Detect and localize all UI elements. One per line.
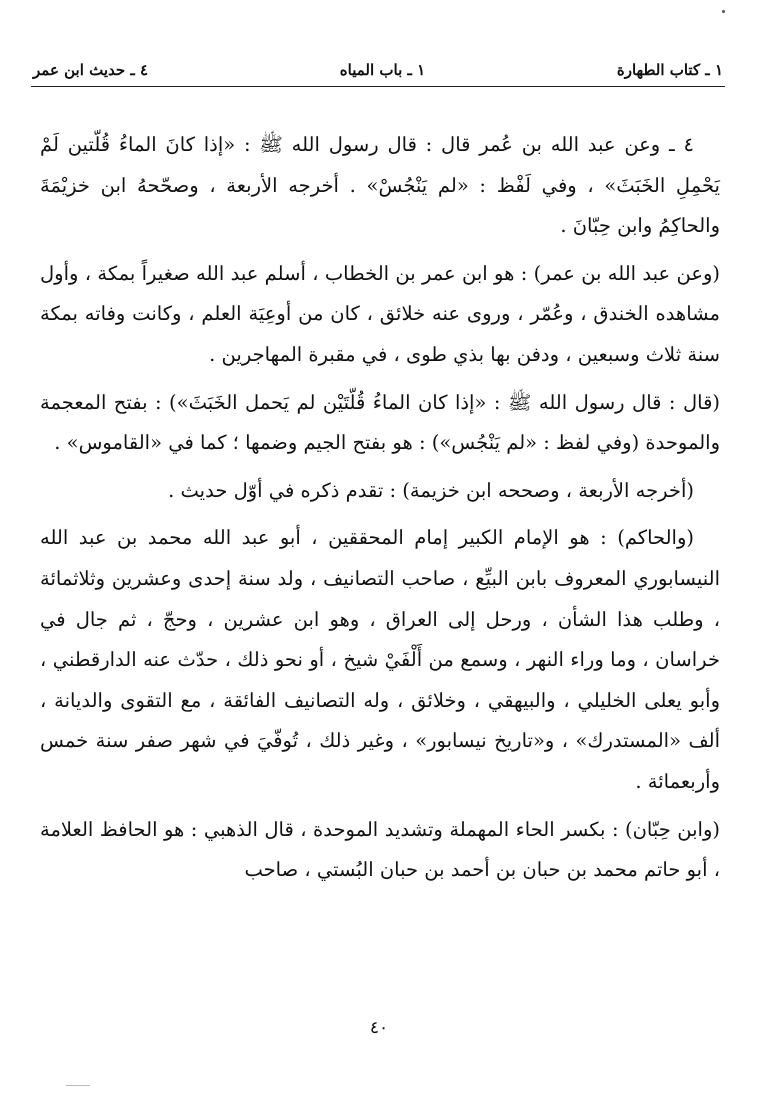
scan-artifact (66, 1085, 90, 1086)
header-book-title: ١ ـ كتاب الطهارة (616, 61, 723, 79)
commentary-narrator-paragraph: (وعن عبد الله بن عمر) : هو ابن عمر بن الخطاب ، أسلم عبد الله صغيراً بمكة ، وأول مشاهده الخندق ، وعُمّر ، وروى عنه خلائق ، كان من أوعِيَة العلم ، وكانت وفاته بمكة سنة ثلاث وسبعين ، ودفن بها بذي طوى ، في مقبرة المهاجرين . (40, 261, 720, 366)
running-header (33, 58, 723, 82)
commentary-ibn-hibban-paragraph: (وابن حِبّان) : بكسر الحاء المهملة وتشديد الموحدة ، قال الذهبي : هو الحافظ العلامة ، أبو حاتم محمد بن حبان بن أحمد بن حبان البُستي ، صاحب (40, 817, 720, 882)
scan-speck (722, 10, 725, 13)
commentary-takhrij-paragraph: (أخرجه الأربعة ، وصححه ابن خزيمة) : تقدم ذكره في أوّل حديث . (168, 478, 694, 502)
hadith-text-paragraph: ٤ ـ وعن عبد الله بن عُمر قال : قال رسول الله ﷺ : «إذا كانَ الماءُ قُلّتين لَمْ يَحْمِلِ الخَبَثَ» ، وفي لَفْظ : «لم يَنْجُسْ» . أخرجه الأربعة ، وصحّحهُ ابن خزيْمَةَ والحاكِمُ وابن حِبّانَ . (40, 133, 720, 238)
header-divider (31, 86, 725, 87)
page-body (40, 125, 720, 898)
page-number: ٤٠ (369, 1018, 389, 1038)
header-hadith-title: ٤ ـ حديث ابن عمر (33, 61, 149, 79)
commentary-wording-paragraph: (قال : قال رسول الله ﷺ : «إذا كان الماءُ قُلّتَيْن لم يَحمل الخَبَثَ») : بفتح المعجمة والموحدة (وفي لفظ : «لم يَنْجُس») : هو بفتح الجيم وضمها ؛ كما في «القاموس» . (40, 390, 720, 455)
commentary-hakim-paragraph: (والحاكم) : هو الإمام الكبير إمام المحققين ، أبو عبد الله محمد بن عبد الله النيسابوري المعروف بابن البيِّع ، صاحب التصانيف ، ولد سنة إحدى وعشرين وثلاثمائة ، وطلب هذا الشأن ، ورحل إلى العراق ، وهو ابن عشرين ، وحجّ ، ثم جال في خراسان ، وما وراء النهر ، وسمع من أَلْفَيْ شيخ ، أو نحو ذلك ، حدّث عنه الدارقطني ، وأبو يعلى الخليلي ، والبيهقي ، وخلائق ، وله التصانيف الفائقة ، مع التقوى والديانة ، ألف «المستدرك» ، و«تاريخ نيسابور» ، وغير ذلك ، تُوفّيَ في شهر صفر سنة خمس وأربعمائة . (40, 526, 720, 793)
header-chapter-title: ١ ـ باب المياه (339, 61, 426, 79)
